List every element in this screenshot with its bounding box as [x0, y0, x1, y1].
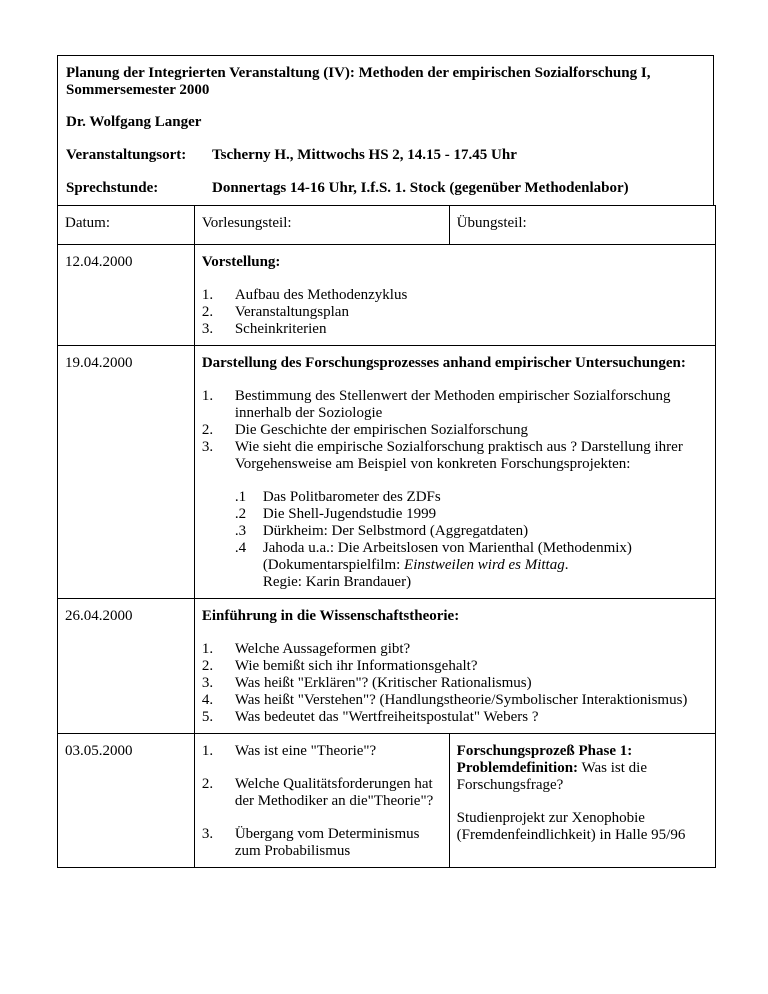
row-lecture: [194, 245, 715, 346]
exercise-project: Studienprojekt zur Xenophobie (Fremdenfeindlichkeit) in Halle 95/96: [456, 810, 686, 843]
table-header-row: [58, 206, 716, 245]
table-row: [58, 346, 716, 599]
table-row: [58, 734, 716, 868]
list-item: .4 Jahoda u.a.: Die Arbeitslosen von Marienthal (Methodenmix) (Dokumentarspielfilm: Einstweilen wird es Mittag. Regie: Karin Brandauer): [234, 540, 632, 590]
table-row: [58, 245, 716, 346]
list-item: .1 Das Politbarometer des ZDFs: [234, 489, 441, 505]
row-heading: Vorstellung:: [201, 254, 281, 270]
row-date: 03.05.2000: [58, 734, 195, 868]
row-heading: Darstellung des Forschungsprozesses anhand empirischer Untersuchungen:: [201, 355, 686, 371]
venue-line: [66, 147, 705, 164]
film-director: Regie: Karin Brandauer): [262, 574, 412, 590]
document-page: [57, 55, 714, 868]
row-heading: Einführung in die Wissenschaftstheorie:: [201, 608, 460, 624]
topic-list: [202, 388, 708, 473]
header-lecture: Vorlesungsteil:: [194, 206, 449, 245]
sub-topic-list: [235, 489, 708, 591]
row-lecture: [194, 734, 449, 868]
schedule-table: [57, 205, 716, 868]
office-hours-value: Donnertags 14-16 Uhr, I.f.S. 1. Stock (gegenüber Methodenlabor): [212, 180, 629, 196]
list-item: 5. Was bedeutet das "Wertfreiheitspostulat" Webers ?: [201, 709, 539, 725]
list-item: 3. Wie sieht die empirische Sozialforschung praktisch aus ? Darstellung ihrer Vorgehensweise am Beispiel von konkreten Forschungsprojekten:: [201, 439, 683, 472]
office-hours-label: Sprechstunde:: [66, 180, 159, 196]
film-title: Einstweilen wird es Mittag: [404, 557, 565, 573]
list-item: 4. Was heißt "Verstehen"? (Handlungstheorie/Symbolischer Interaktionismus): [201, 692, 688, 708]
list-item: 3. Scheinkriterien: [201, 321, 327, 337]
list-item: 1. Bestimmung des Stellenwert der Methoden empirischer Sozialforschung innerhalb der Soziologie: [201, 388, 671, 421]
row-date: 12.04.2000: [58, 245, 195, 346]
header-exercise: Übungsteil:: [449, 206, 715, 245]
exercise-question: Was ist die Forschungsfrage?: [456, 760, 647, 793]
header-date: Datum:: [58, 206, 195, 245]
exercise-phase: Forschungsprozeß Phase 1:: [456, 743, 633, 759]
row-lecture: [194, 346, 715, 599]
list-item: 1. Welche Aussageformen gibt?: [201, 641, 411, 657]
author-name: Dr. Wolfgang Langer: [66, 114, 202, 130]
list-item: 2. Wie bemißt sich ihr Informationsgehalt?: [201, 658, 478, 674]
exercise-problem-label: Problemdefinition:: [456, 760, 579, 776]
venue-value: Tscherny H., Mittwochs HS 2, 14.15 - 17.45 Uhr: [212, 147, 517, 163]
office-hours-line: [66, 180, 705, 197]
list-item: 2. Die Geschichte der empirischen Sozialforschung: [201, 422, 529, 438]
row-lecture: [194, 599, 715, 734]
list-item: 1. Aufbau des Methodenzyklus: [201, 287, 408, 303]
list-item: 2. Veranstaltungsplan: [201, 304, 349, 320]
list-item: .3 Dürkheim: Der Selbstmord (Aggregatdaten): [234, 523, 529, 539]
document-title: Planung der Integrierten Veranstaltung (IV): Methoden der empirischen Sozialforschung I, Sommersemester 2000: [66, 65, 651, 98]
row-exercise: [449, 734, 715, 868]
topic-list: [202, 287, 708, 338]
list-item: 3. Was heißt "Erklären"? (Kritischer Rationalismus): [201, 675, 532, 691]
venue-label: Veranstaltungsort:: [66, 147, 187, 163]
topic-list: [202, 641, 708, 726]
document-header: [57, 55, 714, 205]
list-item: 1. Was ist eine "Theorie"?: [201, 743, 377, 759]
film-prefix: (Dokumentarspielfilm:: [262, 557, 405, 573]
list-item: 2. Welche Qualitätsforderungen hat der Methodiker an die"Theorie"?: [201, 776, 434, 809]
row-date: 26.04.2000: [58, 599, 195, 734]
table-row: [58, 599, 716, 734]
list-item: 3. Übergang vom Determinismus zum Probabilismus: [201, 826, 420, 859]
row-date: 19.04.2000: [58, 346, 195, 599]
list-item: .2 Die Shell-Jugendstudie 1999: [234, 506, 437, 522]
topic-list: [202, 743, 442, 860]
